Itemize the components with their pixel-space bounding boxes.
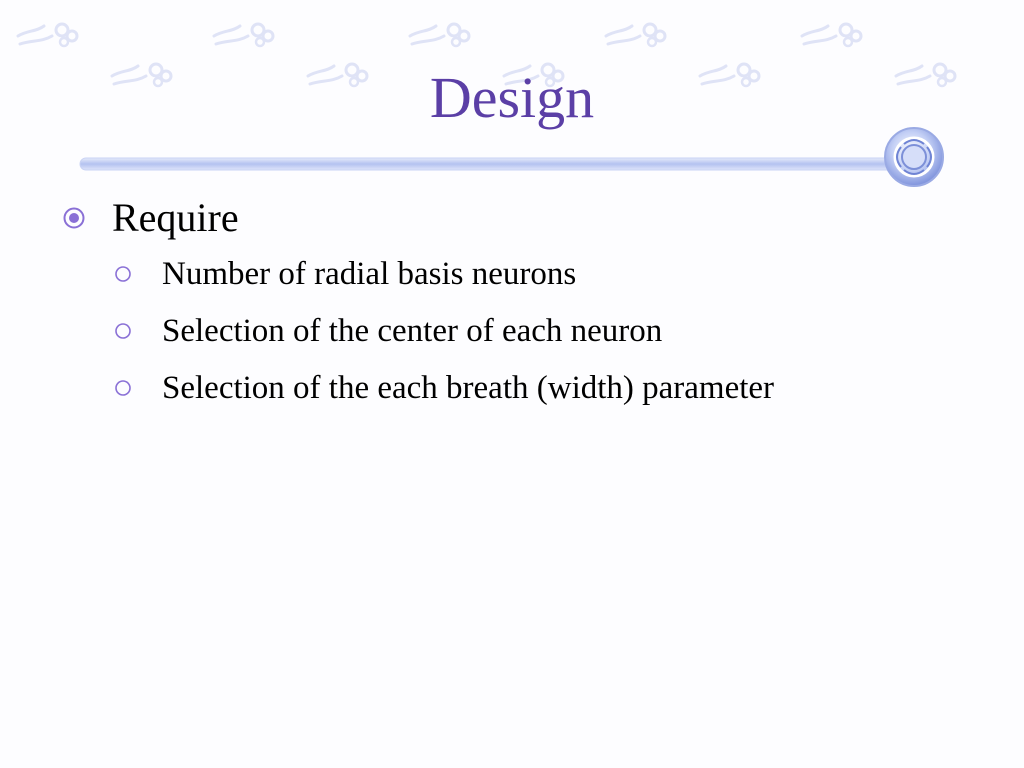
title-divider (78, 124, 948, 190)
hollow-circle-bullet-icon (114, 265, 132, 283)
sub-bullet-text: Number of radial basis neurons (162, 256, 577, 292)
hollow-circle-bullet-icon (114, 322, 132, 340)
sub-bullet-item (62, 246, 992, 303)
sub-bullet-item (62, 303, 992, 360)
bullet-item (62, 194, 992, 246)
floral-ornament-icon (410, 24, 469, 46)
bullet-list (62, 194, 992, 417)
slide-title: Design (429, 65, 595, 130)
sub-bullet-item (62, 360, 992, 417)
hollow-circle-bullet-icon (114, 379, 132, 397)
floral-ornament-icon (214, 24, 273, 46)
sub-bullet-text: Selection of the center of each neuron (162, 313, 663, 349)
radio-bullet-icon (62, 206, 86, 230)
bullet-text: Require (112, 195, 239, 240)
emblem-icon (885, 128, 943, 186)
floral-ornament-icon (606, 24, 665, 46)
sub-bullet-text: Selection of the each breath (width) parameter (162, 370, 775, 406)
floral-ornament-icon (18, 24, 77, 46)
floral-ornament-icon (802, 24, 861, 46)
